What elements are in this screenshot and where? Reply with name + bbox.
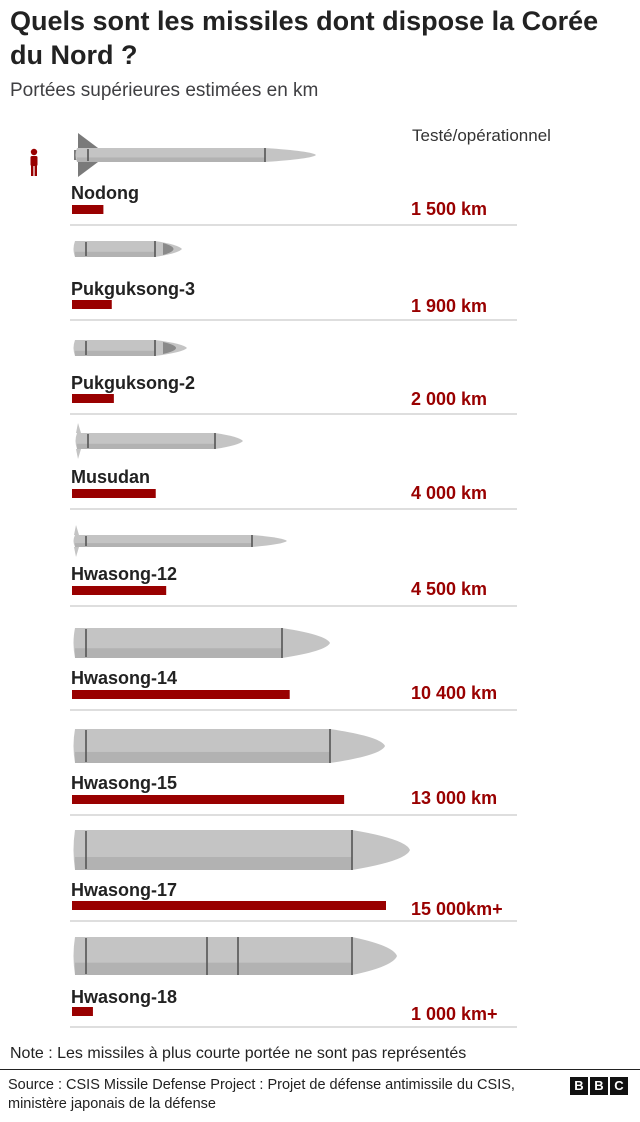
bbc-logo-letter: B — [570, 1077, 588, 1095]
range-bar — [72, 586, 166, 595]
missile-icon — [74, 729, 386, 763]
missile-icon — [74, 241, 183, 257]
source-credit: Source : CSIS Missile Defense Project : Projet de défense antimissile du CSIS, ministère japonais de la défense — [8, 1077, 515, 1112]
missile-icon — [74, 830, 411, 870]
missile-name-label: Hwasong-14 — [71, 668, 178, 688]
missile-name-label: Hwasong-15 — [71, 773, 178, 793]
range-bar — [72, 795, 344, 804]
range-value-label: 10 400 km — [411, 683, 498, 703]
footer-divider — [0, 1069, 640, 1070]
range-bar — [72, 205, 103, 214]
range-value-label: 13 000 km — [411, 788, 498, 808]
missile-icon — [76, 423, 244, 459]
missile-name-label: Nodong — [71, 183, 139, 203]
missile-row — [70, 525, 517, 606]
missile-name-label: Hwasong-18 — [71, 987, 178, 1007]
chart-note: Note : Les missiles à plus courte portée ne sont pas représentés — [10, 1045, 467, 1062]
missile-name-label: Hwasong-12 — [71, 564, 178, 584]
range-value-label: 15 000km+ — [411, 899, 503, 919]
bbc-logo-letter: B — [590, 1077, 608, 1095]
range-value-label: 1 900 km — [411, 296, 488, 316]
range-bar — [72, 901, 386, 910]
range-bar — [72, 489, 156, 498]
missile-name-label: Hwasong-17 — [71, 880, 178, 900]
range-value-label: 4 500 km — [411, 579, 488, 599]
chart-subtitle: Portées supérieures estimées en km — [10, 80, 319, 101]
range-value-label: 1 500 km — [411, 199, 488, 219]
missile-icon — [74, 340, 188, 356]
missile-icon — [74, 937, 398, 975]
missile-row — [70, 628, 517, 710]
range-bar — [72, 690, 290, 699]
missile-name-label: Musudan — [71, 467, 150, 487]
missile-icon — [74, 133, 316, 177]
range-bar — [72, 1007, 93, 1016]
person-icon — [31, 149, 38, 176]
missile-row — [70, 340, 517, 414]
missile-row — [70, 830, 517, 921]
missile-name-label: Pukguksong-2 — [71, 373, 196, 393]
bbc-logo — [570, 1077, 628, 1095]
range-value-label: 1 000 km+ — [411, 1004, 498, 1024]
bbc-logo-letter: C — [610, 1077, 628, 1095]
missile-row — [70, 241, 517, 320]
missile-name-label: Pukguksong-3 — [71, 279, 196, 299]
chart-title: Quels sont les missiles dont dispose la Corée du Nord ? — [10, 6, 599, 70]
range-value-label: 4 000 km — [411, 483, 488, 503]
missile-row — [70, 133, 517, 225]
missile-row — [70, 423, 517, 509]
missile-row — [70, 729, 517, 815]
range-bar — [72, 300, 112, 309]
range-bar — [72, 394, 114, 403]
missile-row — [70, 937, 517, 1027]
range-value-label: 2 000 km — [411, 389, 488, 409]
missile-icon — [74, 628, 331, 658]
missile-icon — [74, 525, 288, 557]
column-header: Testé/opérationnel — [412, 126, 551, 145]
